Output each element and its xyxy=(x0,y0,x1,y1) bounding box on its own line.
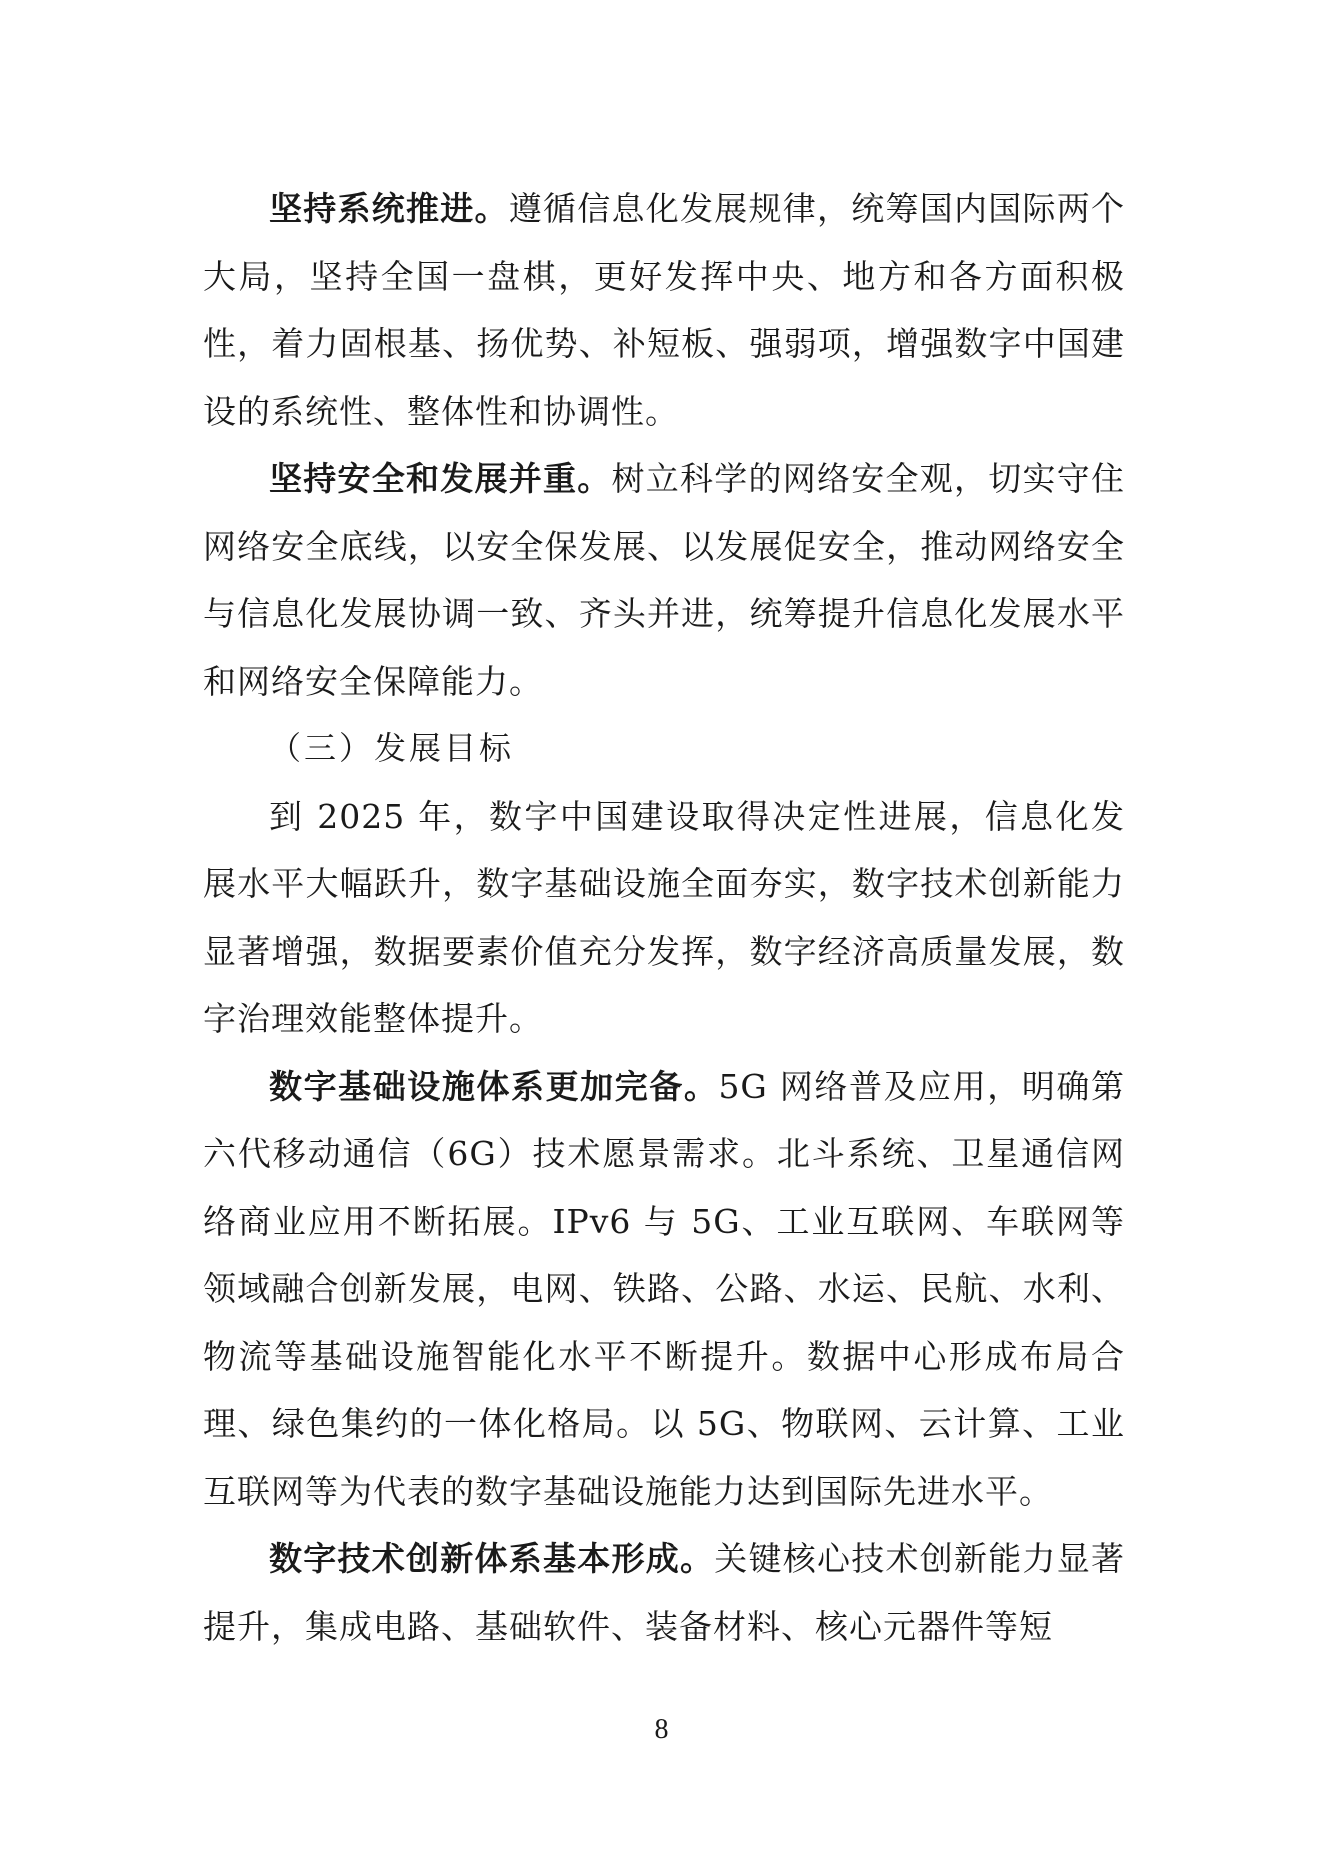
paragraph-lead: 坚持系统推进。 xyxy=(269,189,509,228)
paragraph-text: 关键核心技术创新能力显著提升，集成电路、基础软件、装备材料、核心元器件等短 xyxy=(203,1539,1125,1646)
paragraph-text: 遵循信息化发展规律，统筹国内国际两个大局，坚持全国一盘棋，更好发挥中央、地方和各方面积极性，着力固根基、扬优势、补短板、强弱项，增强数字中国建设的系统性、整体性和协调性。 xyxy=(203,189,1125,431)
paragraph-digital-innovation xyxy=(203,1525,1125,1660)
paragraph-security-development xyxy=(203,445,1125,715)
paragraph-digital-infrastructure xyxy=(203,1053,1125,1526)
paragraph-lead: 数字技术创新体系基本形成。 xyxy=(269,1539,715,1578)
section-heading: （三）发展目标 xyxy=(269,729,515,767)
paragraph-goals-2025 xyxy=(203,783,1125,1053)
paragraph-text: 树立科学的网络安全观，切实守住网络安全底线，以安全保发展、以发展促安全，推动网络安全与信息化发展协调一致、齐头并进，统筹提升信息化发展水平和网络安全保障能力。 xyxy=(203,459,1125,701)
page-number: 8 xyxy=(654,1714,669,1745)
paragraph-lead: 数字基础设施体系更加完备。 xyxy=(269,1066,719,1106)
paragraph-text: 到 2025 年，数字中国建设取得决定性进展，信息化发展水平大幅跃升，数字基础设施全面夯实，数字技术创新能力显著增强，数据要素价值充分发挥，数字经济高质量发展，数字治理效能整体提升。 xyxy=(203,796,1125,1038)
paragraph-lead: 坚持安全和发展并重。 xyxy=(269,459,612,498)
paragraph-systematic-advance xyxy=(203,175,1125,445)
paragraph-text: 5G 网络普及应用，明确第六代移动通信（6G）技术愿景需求。北斗系统、卫星通信网络商业应用不断拓展。IPv6 与 5G、工业互联网、车联网等领域融合创新发展，电网、铁路、公路、水运、民航、水利、物流等基础设施智能化水平不断提升。数据中心形成布局合理、绿色集约的一体化格局。以 5G、物联网、云计算、工业互联网等为代表的数字基础设施能力达到国际先进水平。 xyxy=(203,1066,1125,1511)
document-body xyxy=(203,175,1125,1660)
